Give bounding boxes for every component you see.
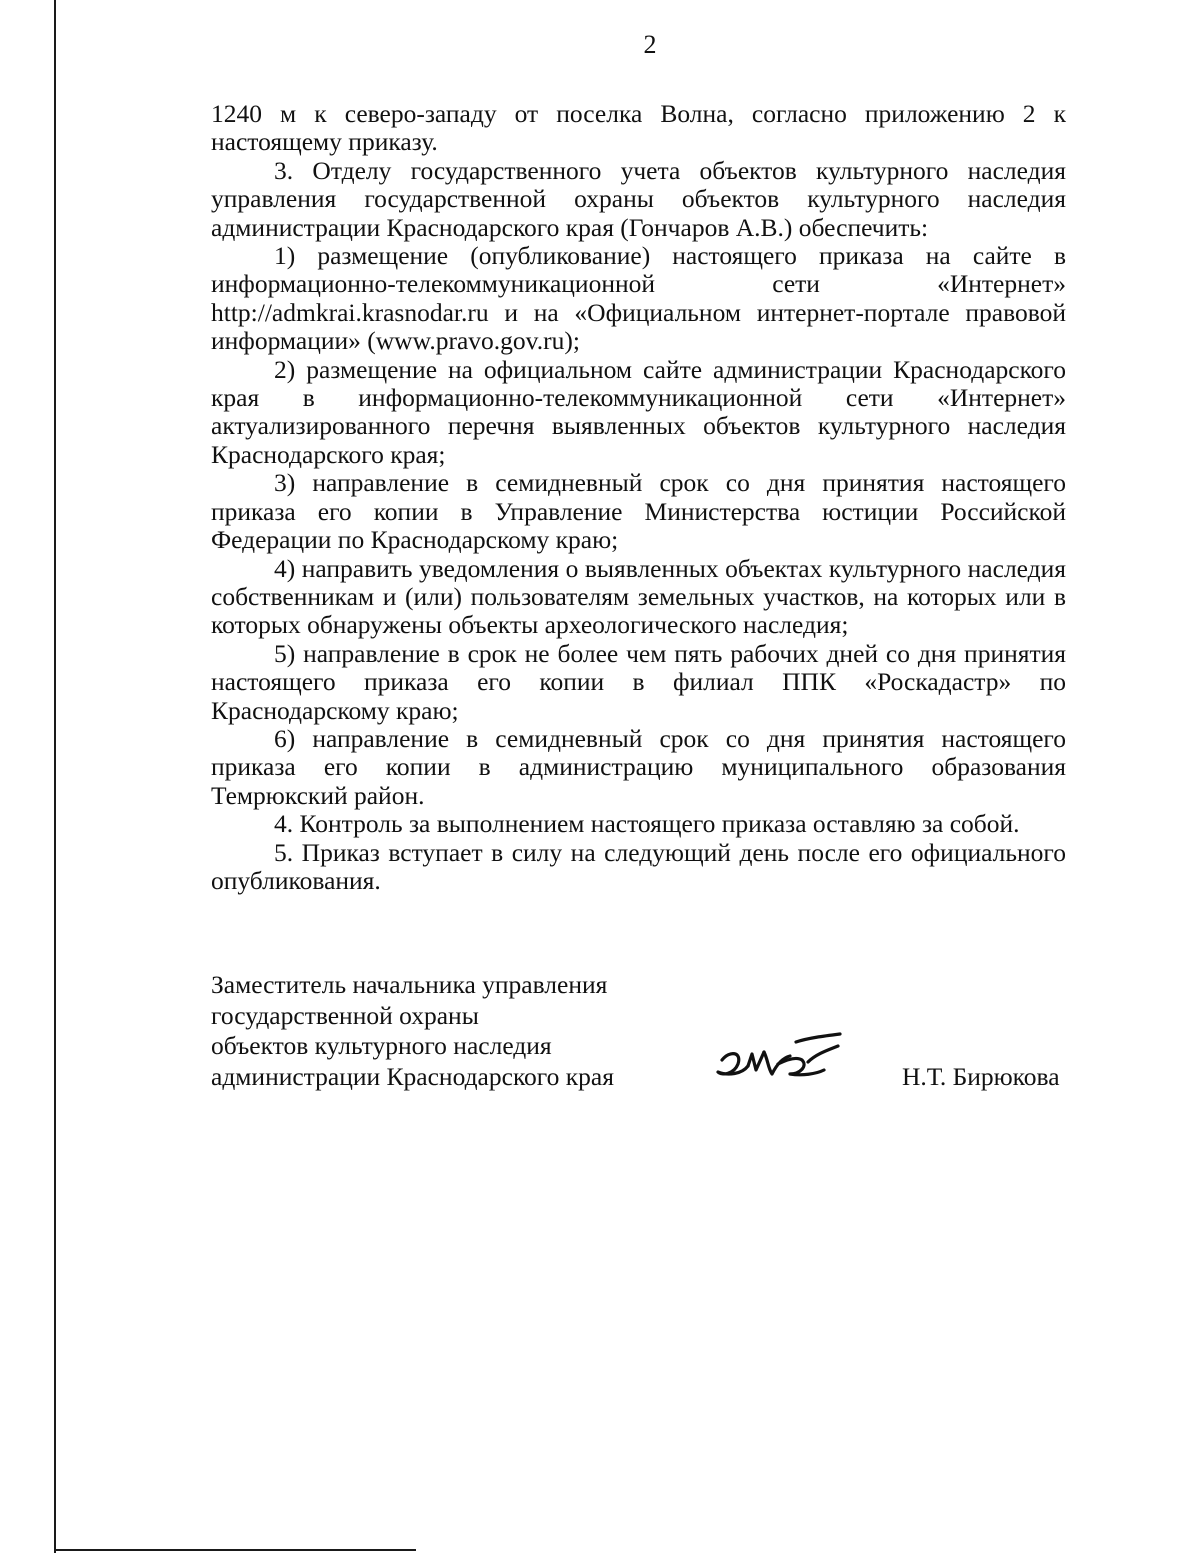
paragraph: 5) направление в срок не более чем пять рабочих дней со дня принятия настоящего приказа его копии в филиал ППК «Роскадастр» по Краснодарскому краю; xyxy=(211,638,1066,725)
page-number: 2 xyxy=(643,30,657,59)
paragraph: 6) направление в семидневный срок со дня принятия настоящего приказа его копии в администрацию муниципального образования Темрюкский район. xyxy=(211,723,1066,810)
signer-position-line: администрации Краснодарского края xyxy=(211,1061,614,1091)
paragraph: 1240 м к северо-западу от поселка Волна, согласно приложению 2 к настоящему приказу. xyxy=(211,99,1066,157)
paragraph: 4. Контроль за выполнением настоящего приказа оставляю за собой. xyxy=(274,809,1020,839)
signer-position-line: государственной охраны xyxy=(211,1000,479,1030)
document-body xyxy=(211,100,1066,895)
paragraph: 3. Отделу государственного учета объектов культурного наследия управления государственной охраны объектов культурного наследия администрации Краснодарского края (Гончаров А.В.) обеспечить: xyxy=(211,155,1066,242)
paragraph: 5. Приказ вступает в силу на следующий день после его официального опубликования. xyxy=(211,837,1066,895)
scan-border-bottom xyxy=(54,1549,416,1551)
signer-position-line: объектов культурного наследия xyxy=(211,1031,552,1060)
signer-position-line: Заместитель начальника управления xyxy=(211,970,608,999)
paragraph: 4) направить уведомления о выявленных объектах культурного наследия собственникам и (или) пользователям земельных участков, на которых или в которых обнаружены объекты археологического наследия; xyxy=(211,553,1066,640)
signer-position xyxy=(211,970,614,1092)
handwritten-signature xyxy=(712,1030,847,1095)
paragraph: 1) размещение (опубликование) настоящего приказа на сайте в информационно-телекоммуникационной сети «Интернет» http://admkrai.krasnodar.ru и на «Официальном интернет-портале правовой информации» (www.pravo.gov.ru); xyxy=(211,241,1066,356)
paragraph: 3) направление в семидневный срок со дня принятия настоящего приказа его копии в Управление Министерства юстиции Российской Федерации по Краснодарскому краю; xyxy=(211,468,1066,555)
scan-border-left xyxy=(54,0,56,1553)
paragraph: 2) размещение на официальном сайте администрации Краснодарского края в информационно-телекоммуникационной сети «Интернет» актуализированного перечня выявленных объектов культурного наследия Краснодарского края; xyxy=(211,354,1066,469)
signer-name: Н.Т. Бирюкова xyxy=(902,1062,1060,1091)
